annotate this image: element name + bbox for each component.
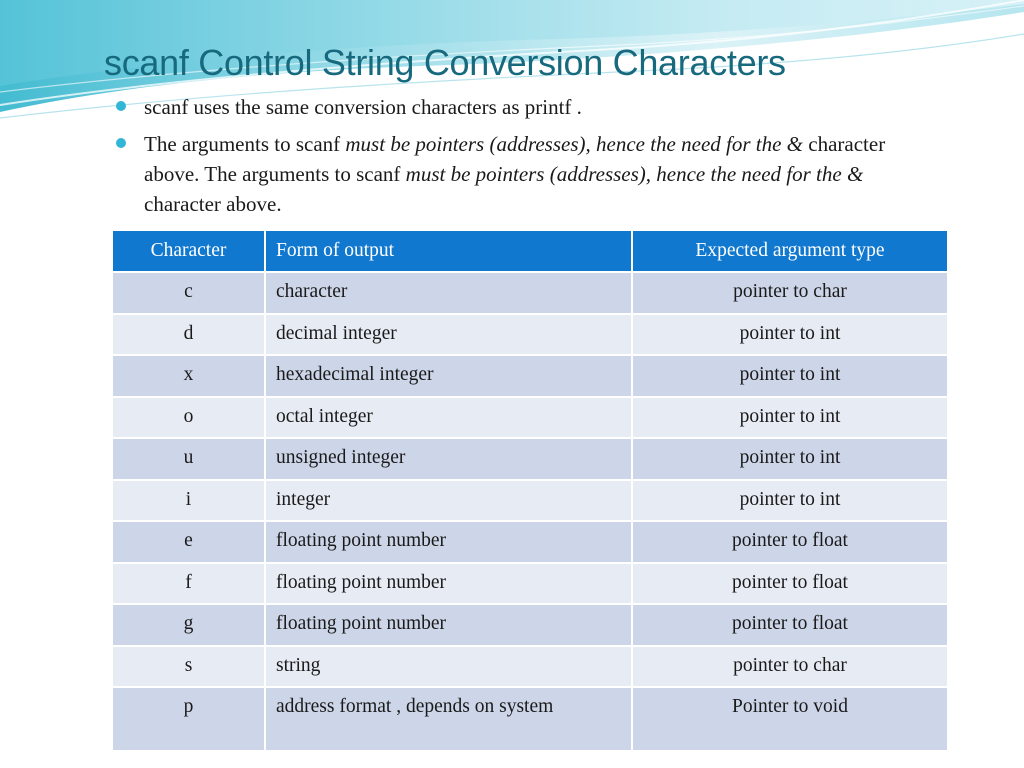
- table-row: [112, 397, 948, 439]
- bullet-item: [114, 129, 944, 219]
- bullet-italic-text: must be pointers (addresses), hence the need for the &: [405, 162, 864, 186]
- bullet-list: [114, 92, 944, 226]
- cell-character: o: [112, 397, 265, 439]
- bullet-dot-icon: [116, 101, 126, 111]
- bullet-text-part: character above. The arguments to scanf: [144, 132, 886, 186]
- table-row: [112, 480, 948, 522]
- cell-character: u: [112, 438, 265, 480]
- table-row: [112, 687, 948, 751]
- cell-character: f: [112, 563, 265, 605]
- bullet-text: scanf uses the same conversion characters as printf .: [144, 95, 582, 119]
- column-header-character: Character: [112, 230, 265, 272]
- table-header-row: [112, 230, 948, 272]
- bullet-dot-icon: [116, 138, 126, 148]
- cell-form: decimal integer: [265, 314, 632, 356]
- cell-form: character: [265, 272, 632, 314]
- cell-form: integer: [265, 480, 632, 522]
- cell-character: d: [112, 314, 265, 356]
- table-row: [112, 521, 948, 563]
- cell-argument-type: pointer to float: [632, 521, 948, 563]
- column-header-expected-argument-type: Expected argument type: [632, 230, 948, 272]
- column-header-form-of-output: Form of output: [265, 230, 632, 272]
- table-row: [112, 272, 948, 314]
- conversion-table: [111, 229, 949, 752]
- cell-argument-type: pointer to float: [632, 563, 948, 605]
- cell-argument-type: pointer to int: [632, 397, 948, 439]
- cell-argument-type: pointer to char: [632, 272, 948, 314]
- cell-form: address format , depends on system: [265, 687, 632, 751]
- cell-argument-type: pointer to float: [632, 604, 948, 646]
- cell-form: floating point number: [265, 563, 632, 605]
- cell-argument-type: pointer to int: [632, 438, 948, 480]
- cell-argument-type: pointer to int: [632, 355, 948, 397]
- cell-character: x: [112, 355, 265, 397]
- table-row: [112, 563, 948, 605]
- cell-argument-type: pointer to char: [632, 646, 948, 688]
- cell-character: g: [112, 604, 265, 646]
- table-row: [112, 355, 948, 397]
- cell-form: floating point number: [265, 521, 632, 563]
- cell-character: e: [112, 521, 265, 563]
- cell-argument-type: Pointer to void: [632, 687, 948, 751]
- cell-character: c: [112, 272, 265, 314]
- cell-form: string: [265, 646, 632, 688]
- bullet-italic-text: must be pointers (addresses), hence the need for the &: [345, 132, 804, 156]
- cell-character: i: [112, 480, 265, 522]
- cell-form: octal integer: [265, 397, 632, 439]
- table-row: [112, 604, 948, 646]
- slide-title: scanf Control String Conversion Characters: [104, 42, 786, 83]
- cell-character: s: [112, 646, 265, 688]
- table-row: [112, 646, 948, 688]
- bullet-text-part: The arguments to scanf: [144, 132, 346, 156]
- cell-form: floating point number: [265, 604, 632, 646]
- cell-form: hexadecimal integer: [265, 355, 632, 397]
- table-row: [112, 314, 948, 356]
- cell-argument-type: pointer to int: [632, 314, 948, 356]
- bullet-text-part: character above.: [144, 192, 282, 216]
- bullet-item: [114, 92, 944, 122]
- cell-argument-type: pointer to int: [632, 480, 948, 522]
- cell-character: p: [112, 687, 265, 751]
- cell-form: unsigned integer: [265, 438, 632, 480]
- table-row: [112, 438, 948, 480]
